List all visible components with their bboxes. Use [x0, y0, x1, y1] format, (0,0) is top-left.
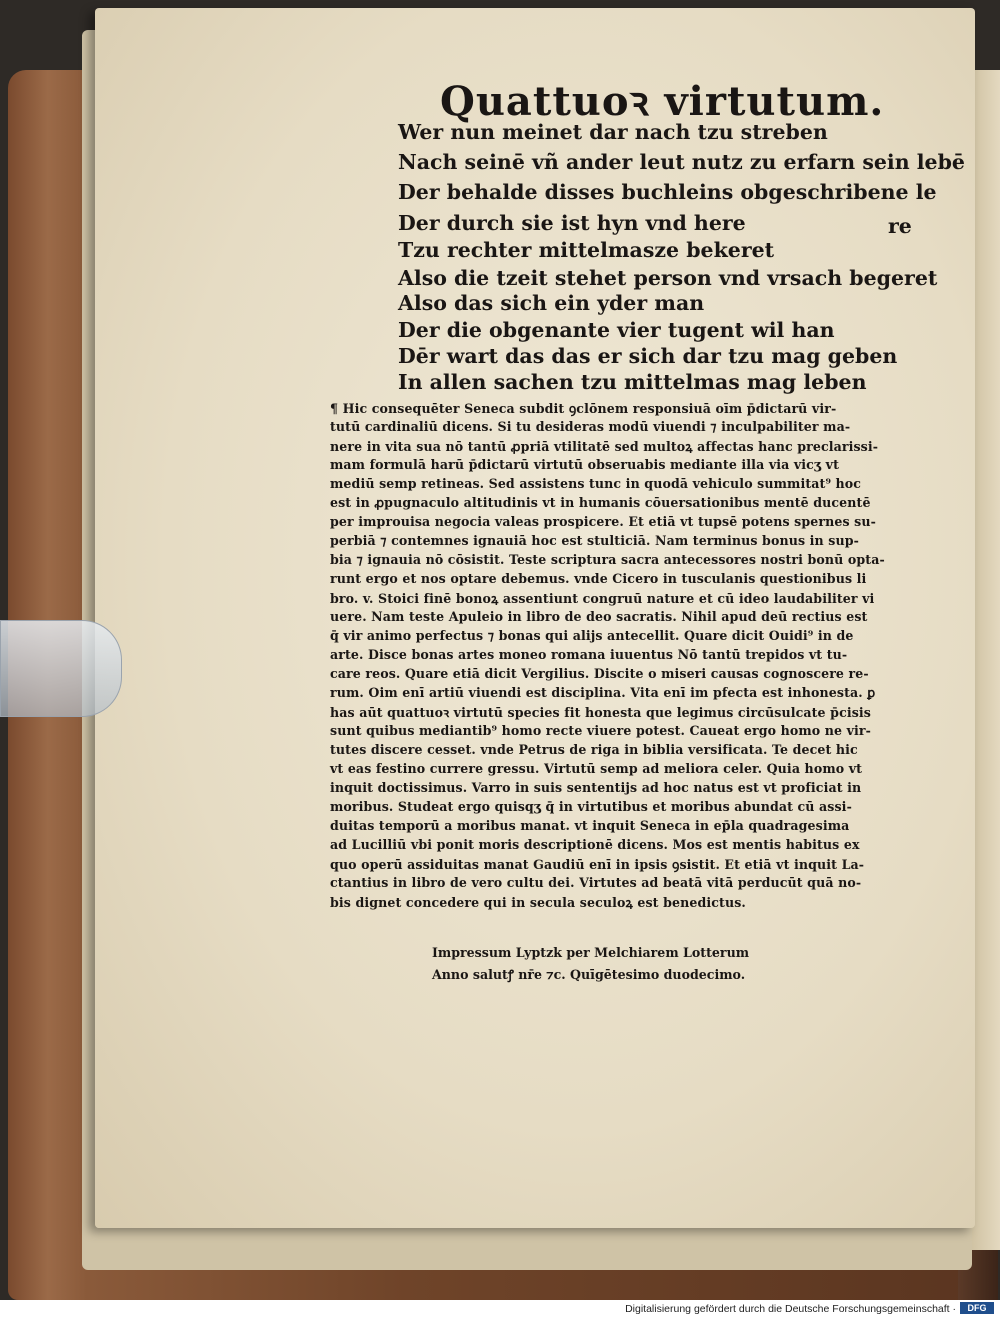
- prose-line: bia ⁊ ignauia nō cōsistit. Teste scriptura sacra antecessores nostri bonū opta-: [330, 552, 885, 567]
- verse-line: Der durch sie ist hyn vnd here: [398, 211, 746, 235]
- prose-line: moribus. Studeat ergo quisqʒ q̄ in virtutibus et moribus abundat cū assi-: [330, 799, 852, 814]
- prose-line: has aūt quattuoꝛ virtutū species fit honesta que legimus circūsulcate p̄cisis: [330, 705, 871, 720]
- verse-line: Der die obgenante vier tugent wil han: [398, 318, 835, 342]
- prose-line: bro. v. Stoici finē bonoꝝ assentiunt congruū nature et cū ideo laudabiliter vi: [330, 591, 875, 606]
- prose-line: nere in vita sua nō tantū ꝓpriā vtilitatē sed multoꝝ affectas hanc preclarissi-: [330, 439, 879, 454]
- verse-line: Wer nun meinet dar nach tzu streben: [398, 120, 828, 144]
- footer-bar: [0, 1300, 1000, 1317]
- prose-line: uere. Nam teste Apuleio in libro de deo sacratis. Nihil apud deū rectius est: [330, 609, 868, 624]
- prose-line: ad Lucilliū vbi ponit moris descriptionē dicens. Mos est mentis habitus ex: [330, 837, 860, 852]
- prose-line: mam formulā harū p̄dictarū virtutū obseruabis mediante illa via vicʒ vt: [330, 457, 840, 472]
- verse-line: Nach seinē vñ ander leut nutz zu erfarn sein lebē: [398, 150, 965, 174]
- verse-rhyme-fragment: re: [888, 214, 912, 238]
- verse-line: Der behalde disses buchleins obgeschribene le: [398, 180, 937, 204]
- prose-line: vt eas festino currere gressu. Virtutū semp ad meliora celer. Quia homo vt: [330, 761, 863, 776]
- prose-line: ¶ Hic consequēter Seneca subdit ꝯclōnem responsiuā oīm p̄dictarū vir-: [330, 401, 837, 416]
- prose-line: sunt quibus mediantib⁹ homo recte viuere potest. Caueat ergo homo ne vir-: [330, 723, 871, 738]
- prose-line: runt ergo et nos optare debemus. vnde Cicero in tusculanis questionibus li: [330, 571, 867, 586]
- prose-line: per improuisa negocia valeas prospicere. Et etiā vt tupsē potens spernes su-: [330, 514, 876, 529]
- page-title: Quattuoꝛ virtutum.: [440, 78, 885, 125]
- colophon-line: Anno salutꝭ nr̄e ⁊c. Quīgētesimo duodecimo.: [432, 967, 746, 982]
- dfg-logo: DFG: [960, 1302, 994, 1314]
- prose-line: care reos. Quare etiā dicit Vergilius. Discite o miseri causas cognoscere re-: [330, 666, 869, 681]
- prose-line: bis dignet concedere qui in secula seculoꝝ est benedictus.: [330, 895, 746, 910]
- prose-line: mediū semp retineas. Sed assistens tunc in quodā vehiculo summitat⁹ hoc: [330, 476, 862, 491]
- prose-line: inquit doctissimus. Varro in suis sententijs ad hoc natus est vt proficiat in: [330, 780, 862, 795]
- prose-line: tutū cardinaliū dicens. Si tu desideras modū viuendi ⁊ inculpabiliter ma-: [330, 419, 851, 434]
- prose-line: q̄ vir animo perfectus ⁊ bonas qui alijs antecellit. Quare dicit Ouidi⁹ in de: [330, 628, 854, 643]
- prose-line: est in ꝓpugnaculo altitudinis vt in humanis cōuersationibus mentē ducentē: [330, 495, 871, 510]
- prose-line: tutes discere cesset. vnde Petrus de riga in biblia versificata. Te decet hic: [330, 742, 858, 757]
- funding-credit: Digitalisierung gefördert durch die Deutsche Forschungsgemeinschaft ·: [625, 1303, 956, 1315]
- verse-line: Also das sich ein yder man: [398, 291, 705, 315]
- prose-line: perbiā ⁊ contemnes ignauiā hoc est stulticiā. Nam terminus bonus in sup-: [330, 533, 859, 548]
- prose-line: quo operū assiduitas manat Gaudiū enī in ipsis ꝯsistit. Et etiā vt inquit La-: [330, 857, 865, 872]
- verse-line: In allen sachen tzu mittelmas mag leben: [398, 370, 867, 394]
- verse-line: Also die tzeit stehet person vnd vrsach begeret: [398, 266, 938, 290]
- prose-line: duitas temporū a moribus manat. vt inquit Seneca in ep̄la quadragesima: [330, 818, 850, 833]
- colophon-line: Impressum Lyptzk per Melchiarem Lotterum: [432, 945, 750, 960]
- prose-line: ctantius in libro de vero cultu dei. Virtutes ad beatā vitā perducūt quā no-: [330, 875, 862, 890]
- prose-line: arte. Disce bonas artes moneo romana iuuentus Nō tantū trepidos vt tu-: [330, 647, 848, 662]
- verse-line: Dēr wart das das er sich dar tzu mag geben: [398, 344, 898, 368]
- verse-line: Tzu rechter mittelmasze bekeret: [398, 238, 775, 262]
- prose-line: rum. Oim enī artiū viuendi est disciplina. Vita enī im pfecta est inhonesta. ꝑ: [330, 685, 876, 700]
